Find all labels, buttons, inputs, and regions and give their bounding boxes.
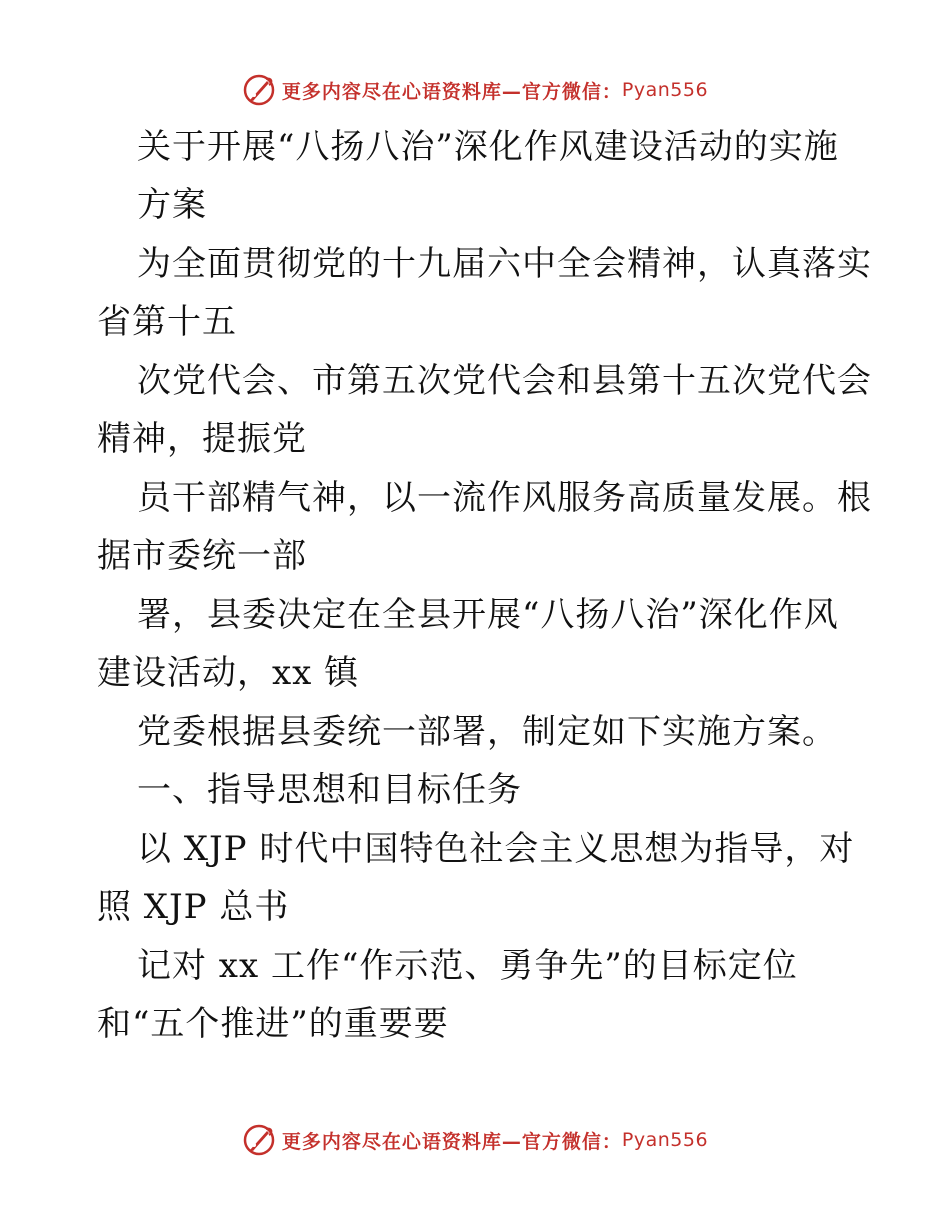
quill-logo-icon [242, 1123, 276, 1157]
paragraph-line: 署，县委决定在全县开展“八扬八治”深化作风 [137, 595, 839, 635]
paragraph-line: 员干部精气神，以一流作风服务高质量发展。根 [137, 478, 872, 518]
header-watermark [0, 70, 950, 110]
quill-logo-icon [242, 73, 276, 107]
paragraph-line: 据市委统一部 [97, 536, 307, 576]
paragraph-line: 照 XJP 总书 [97, 887, 290, 927]
paragraph-line: 为全面贯彻党的十九届六中全会精神，认真落实 [137, 244, 872, 284]
watermark-contact: Pyan556 [621, 1129, 709, 1151]
paragraph-line: 和“五个推进”的重要要 [97, 1004, 449, 1044]
paragraph-line: 精神，提振党 [97, 419, 307, 459]
watermark-contact: Pyan556 [621, 79, 709, 101]
title-line-1: 关于开展“八扬八治”深化作风建设活动的实施 [137, 127, 839, 167]
section-heading: 一、指导思想和目标任务 [137, 770, 522, 810]
paragraph-line: 以 XJP 时代中国特色社会主义思想为指导，对 [137, 829, 855, 869]
paragraph-line: 省第十五 [97, 302, 237, 342]
paragraph-line: 次党代会、市第五次党代会和县第十五次党代会 [137, 361, 872, 401]
paragraph-line: 记对 xx 工作“作示范、勇争先”的目标定位 [137, 946, 798, 986]
watermark-text: 更多内容尽在心语资料库—官方微信： [281, 1130, 622, 1153]
paragraph-line: 党委根据县委统一部署，制定如下实施方案。 [137, 712, 837, 752]
paragraph-line: 建设活动，xx 镇 [97, 653, 360, 693]
title-line-2: 方案 [137, 185, 207, 225]
watermark-text: 更多内容尽在心语资料库—官方微信： [281, 80, 622, 103]
footer-watermark [0, 1120, 950, 1160]
